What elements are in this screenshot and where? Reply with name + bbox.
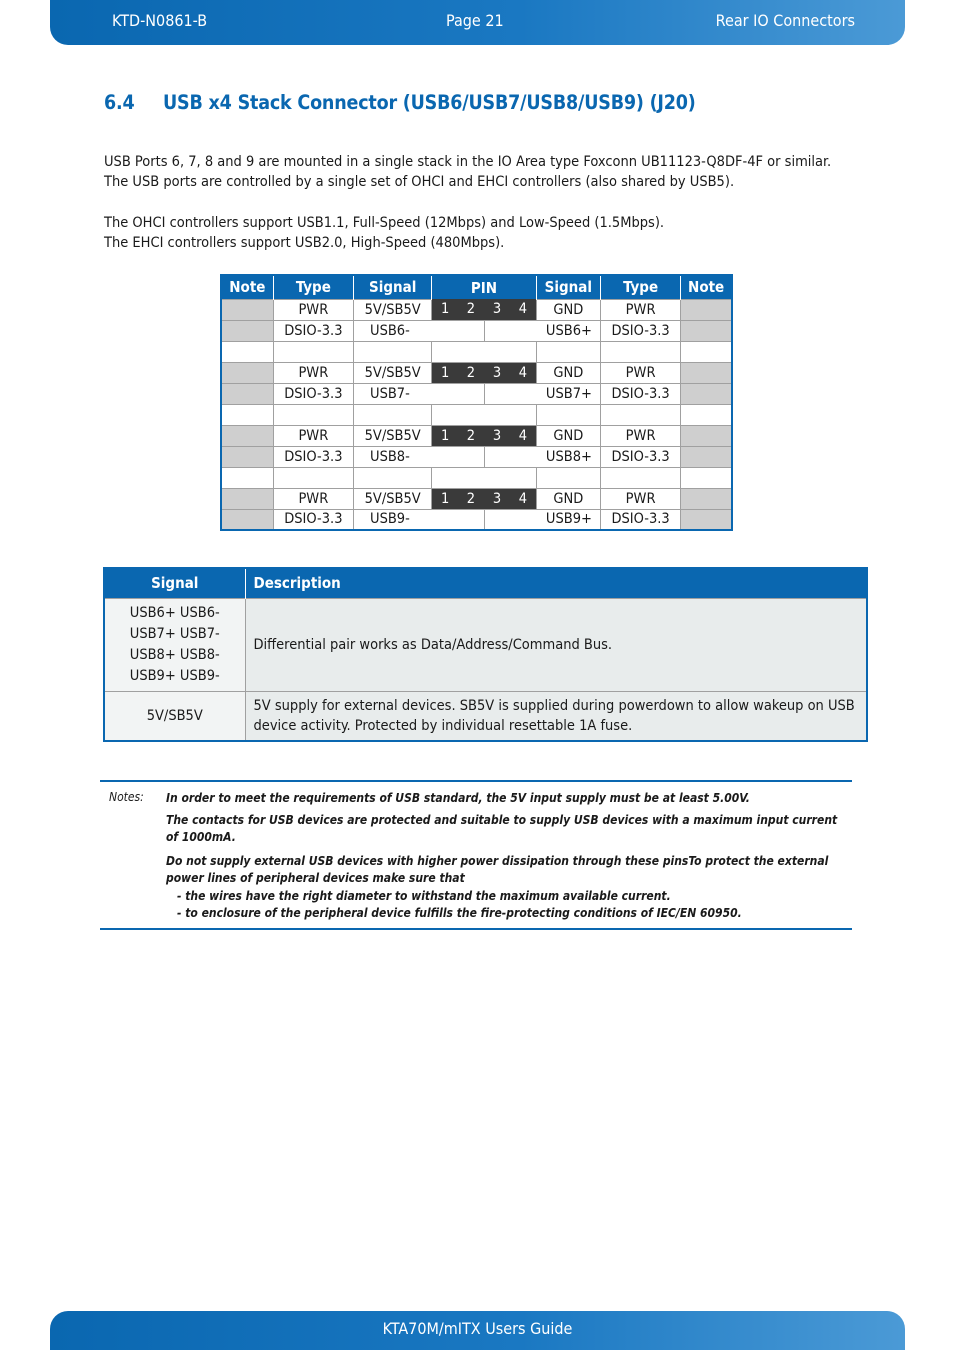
pin-number-cell: 1 (432, 488, 458, 509)
header-doc-id: KTD-N0861-B (112, 11, 208, 30)
signal-cell: USB7- (354, 383, 484, 404)
note-cell (221, 362, 273, 383)
signal-cell: USB8- (354, 446, 484, 467)
type-cell: PWR (273, 299, 353, 320)
description-cell: 5V supply for external devices. SB5V is supplied during powerdown to allow wakeup on USB device activity. Protected by individual resettable 1A fuse. (245, 691, 867, 741)
note-cell (221, 383, 273, 404)
note-cell (681, 446, 732, 467)
section-number: 6.4 (104, 91, 135, 114)
signal-description-table (103, 567, 868, 742)
desc-col-signal: Signal (104, 568, 245, 598)
table-row (221, 383, 732, 404)
description-cell: Differential pair works as Data/Address/Command Bus. (245, 598, 867, 691)
signal-cell: USB6+ (484, 320, 600, 341)
ehci-support-line: The EHCI controllers support USB2.0, High-Speed (480Mbps). (104, 235, 505, 251)
table-row (221, 299, 732, 320)
pin-number-cell: 4 (510, 488, 536, 509)
type-cell: DSIO-3.3 (600, 383, 680, 404)
note-cell (221, 446, 273, 467)
type-cell: DSIO-3.3 (273, 320, 353, 341)
page-header (50, 0, 905, 45)
header-section-name: Rear IO Connectors (715, 11, 855, 30)
type-cell: PWR (600, 299, 680, 320)
header-page-number: Page 21 (446, 11, 504, 30)
gap-row (221, 467, 732, 488)
col-pin: PIN (432, 275, 536, 299)
note-item: Do not supply external USB devices with higher power dissipation through these pinsTo protect the external power lines of peripheral devices make sure that (166, 854, 829, 885)
pin-number-cell: 2 (458, 425, 484, 446)
signal-cell: GND (536, 362, 600, 383)
gap-cell (221, 467, 273, 488)
note-cell (221, 509, 273, 530)
col-note-right: Note (681, 275, 732, 299)
note-cell (681, 383, 732, 404)
note-subitem: - to enclosure of the peripheral device fulfills the fire-protecting conditions of IEC/EN 60950. (177, 906, 742, 920)
col-type-right: Type (600, 275, 680, 299)
pin-number-cell: 4 (510, 425, 536, 446)
type-cell: DSIO-3.3 (600, 446, 680, 467)
gap-cell (432, 404, 536, 425)
pin-table-header-row (221, 275, 732, 299)
signal-cell: GND (536, 299, 600, 320)
note-cell (681, 425, 732, 446)
signal-cell: USB9+ (484, 509, 600, 530)
ohci-support-line: The OHCI controllers support USB1.1, Full-Speed (12Mbps) and Low-Speed (1.5Mbps). (104, 215, 665, 231)
gap-cell (600, 404, 680, 425)
gap-cell (273, 404, 353, 425)
table-row (221, 446, 732, 467)
type-cell: PWR (600, 362, 680, 383)
type-cell: PWR (273, 425, 353, 446)
type-cell: PWR (273, 488, 353, 509)
intro-paragraph-1: USB Ports 6, 7, 8 and 9 are mounted in a single stack in the IO Area type Foxconn UB11123-Q8DF-4F or similar. The USB ports are controlled by a single set of OHCI and EHCI controllers (also shared by USB5). (104, 154, 832, 190)
note-cell (681, 509, 732, 530)
note-cell (681, 488, 732, 509)
signal-pair-usb6: USB6+ USB6- (129, 604, 220, 621)
section-title-text: USB x4 Stack Connector (USB6/USB7/USB8/USB9) (J20) (163, 91, 696, 114)
gap-cell (681, 467, 732, 488)
pin-number-cell: 1 (432, 362, 458, 383)
table-row (221, 320, 732, 341)
col-note-left: Note (221, 275, 273, 299)
signal-cell: 5V/SB5V (104, 691, 245, 741)
pin-number-cell: 4 (510, 362, 536, 383)
gap-cell (354, 404, 432, 425)
table-row (221, 425, 732, 446)
gap-cell (681, 341, 732, 362)
gap-row (221, 341, 732, 362)
signal-cell: 5V/SB5V (354, 362, 432, 383)
note-item: The contacts for USB devices are protected and suitable to supply USB devices with a maximum input current of 1000mA. (166, 813, 838, 844)
section-title (104, 91, 696, 114)
notes-label: Notes: (109, 790, 144, 804)
pin-number-cell: 3 (484, 299, 510, 320)
pin-number-cell: 2 (458, 299, 484, 320)
signal-cell: USB9- (354, 509, 484, 530)
note-cell (681, 299, 732, 320)
type-cell: PWR (600, 488, 680, 509)
pin-number-cell: 2 (458, 488, 484, 509)
signal-cell: 5V/SB5V (354, 425, 432, 446)
gap-cell (354, 341, 432, 362)
note-cell (221, 320, 273, 341)
type-cell: DSIO-3.3 (600, 320, 680, 341)
pin-number-cell: 3 (484, 362, 510, 383)
gap-cell (600, 467, 680, 488)
type-cell: DSIO-3.3 (600, 509, 680, 530)
pin-number-cell: 3 (484, 488, 510, 509)
col-signal-right: Signal (536, 275, 600, 299)
type-cell: DSIO-3.3 (273, 383, 353, 404)
note-cell (221, 425, 273, 446)
signal-pair-usb9: USB9+ USB9- (129, 667, 220, 684)
signal-cell: USB8+ (484, 446, 600, 467)
col-signal-left: Signal (354, 275, 432, 299)
gap-cell (221, 341, 273, 362)
signal-cell: GND (536, 425, 600, 446)
gap-cell (354, 467, 432, 488)
gap-cell (536, 467, 600, 488)
gap-cell (600, 341, 680, 362)
note-subitem: - the wires have the right diameter to withstand the maximum available current. (177, 889, 671, 903)
gap-cell (221, 404, 273, 425)
signal-pair-usb8: USB8+ USB8- (129, 646, 220, 663)
table-row (221, 509, 732, 530)
table-row (104, 691, 867, 741)
desc-col-description: Description (245, 568, 867, 598)
gap-cell (432, 467, 536, 488)
pin-number-cell: 4 (510, 299, 536, 320)
signal-cell (104, 598, 245, 691)
pin-number-cell: 3 (484, 425, 510, 446)
table-row (221, 488, 732, 509)
pin-table (220, 274, 733, 531)
gap-cell (536, 341, 600, 362)
footer-title: KTA70M/mITX Users Guide (382, 1319, 573, 1338)
pin-number-cell: 1 (432, 425, 458, 446)
signal-pair-usb7: USB7+ USB7- (129, 625, 220, 642)
desc-table-header-row (104, 568, 867, 598)
signal-cell: USB6- (354, 320, 484, 341)
gap-cell (432, 341, 536, 362)
pin-number-cell: 1 (432, 299, 458, 320)
table-row (104, 598, 867, 691)
signal-cell: 5V/SB5V (354, 299, 432, 320)
gap-cell (536, 404, 600, 425)
note-cell (681, 320, 732, 341)
note-cell (221, 488, 273, 509)
gap-cell (681, 404, 732, 425)
note-cell (221, 299, 273, 320)
type-cell: DSIO-3.3 (273, 509, 353, 530)
page-footer (50, 1311, 905, 1350)
signal-cell: USB7+ (484, 383, 600, 404)
col-type-left: Type (273, 275, 353, 299)
note-item: In order to meet the requirements of USB standard, the 5V input supply must be at least 5.00V. (166, 791, 750, 805)
note-cell (681, 362, 732, 383)
type-cell: DSIO-3.3 (273, 446, 353, 467)
intro-paragraph-2 (104, 213, 844, 253)
table-row (221, 362, 732, 383)
notes-box (100, 780, 852, 930)
gap-cell (273, 341, 353, 362)
gap-cell (273, 467, 353, 488)
pin-number-cell: 2 (458, 362, 484, 383)
type-cell: PWR (600, 425, 680, 446)
type-cell: PWR (273, 362, 353, 383)
signal-cell: GND (536, 488, 600, 509)
gap-row (221, 404, 732, 425)
signal-cell: 5V/SB5V (354, 488, 432, 509)
